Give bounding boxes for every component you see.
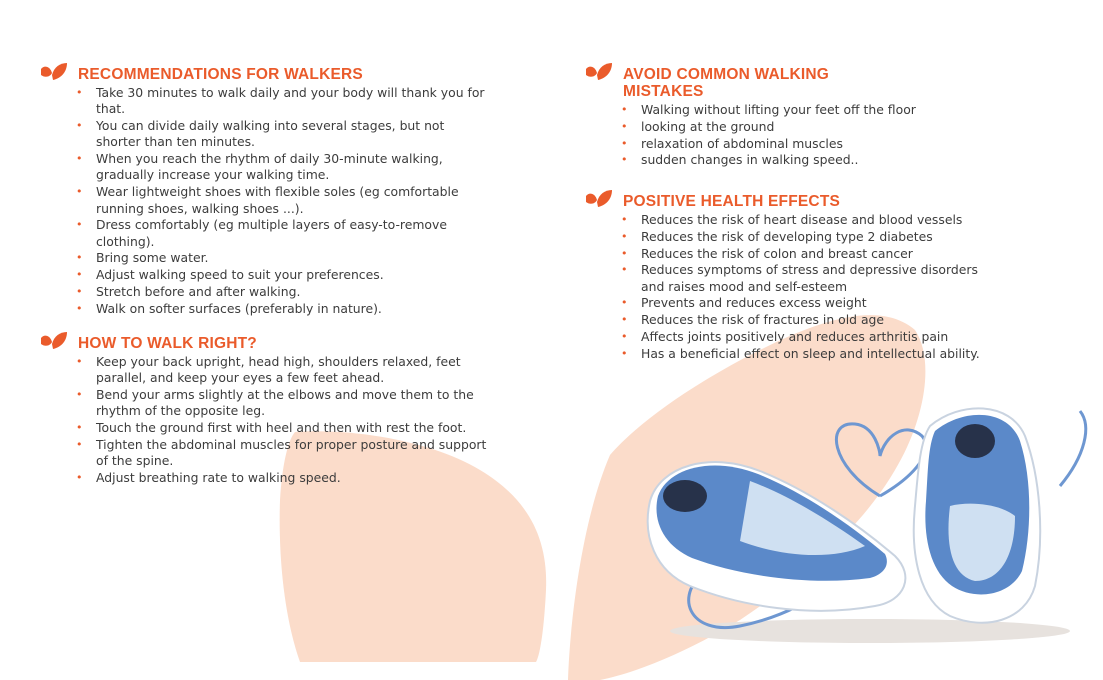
bullet-icon: •: [76, 119, 83, 133]
list-item: [621, 228, 1005, 245]
bullet-icon: •: [76, 388, 83, 402]
list-item: [76, 267, 490, 283]
list-item-text: looking at the ground: [641, 118, 775, 134]
list-item: [76, 387, 490, 420]
list-item: [76, 436, 490, 470]
health-effects-title: POSITIVE HEALTH EFFECTS: [623, 193, 841, 210]
list-item-text: relaxation of abdominal muscles: [641, 135, 843, 151]
list-item-text: Walking without lifting your feet off the floor: [641, 102, 916, 117]
walking-shoes-image: [630, 396, 1100, 646]
leaf-icon: [40, 331, 68, 351]
leaf-icon: [585, 189, 613, 209]
leaf-icon: [585, 62, 613, 82]
list-item-text: sudden changes in walking speed..: [641, 152, 859, 168]
bullet-icon: •: [621, 153, 628, 167]
recommendations-heading: [40, 66, 490, 83]
bullet-icon: •: [621, 263, 628, 277]
bullet-icon: •: [76, 86, 83, 99]
list-item-text: Dress comfortably (eg multiple layers of easy-to-remove clothing).: [96, 217, 447, 249]
list-item-text: Walk on softer surfaces (preferably in nature).: [96, 300, 382, 316]
list-item: [621, 329, 1005, 345]
list-item: [621, 135, 1005, 152]
list-item: [621, 212, 1005, 228]
list-item-text: Reduces symptoms of stress and depressive disorders and raises mood and self-esteem: [641, 262, 978, 294]
list-item: [76, 470, 490, 486]
bullet-icon: •: [76, 355, 83, 368]
list-item: [76, 420, 490, 436]
right-shoe: [914, 408, 1040, 622]
bullet-icon: •: [621, 229, 628, 243]
list-item: [76, 354, 490, 387]
list-item-text: You can divide daily walking into several stages, but not shorter than ten minutes.: [96, 118, 445, 150]
bullet-icon: •: [76, 185, 83, 199]
list-item: [76, 217, 490, 250]
list-item: [621, 118, 1005, 135]
health-effects-list: [585, 212, 1005, 362]
list-item-text: Bring some water.: [96, 250, 209, 266]
list-item: [621, 345, 1005, 362]
mistakes-title-line1: AVOID COMMON WALKING: [623, 66, 830, 83]
recommendations-title: RECOMMENDATIONS FOR WALKERS: [78, 66, 363, 83]
list-item-text: Has a beneficial effect on sleep and intellectual ability.: [641, 345, 980, 361]
list-item: [621, 295, 1005, 311]
list-item-text: Take 30 minutes to walk daily and your body will thank you for that.: [96, 85, 485, 117]
health-effects-section: [585, 193, 1005, 363]
list-item-text: Affects joints positively and reduces arthritis pain: [641, 329, 949, 345]
bullet-icon: •: [76, 218, 83, 232]
list-item-text: Prevents and reduces excess weight: [641, 295, 867, 311]
list-item: [76, 85, 490, 118]
bullet-icon: •: [621, 313, 628, 327]
bullet-icon: •: [76, 437, 83, 451]
health-effects-heading: [585, 193, 1005, 210]
recommendations-section: [40, 66, 490, 318]
list-item-text: Wear lightweight shoes with flexible soles (eg comfortable running shoes, walking shoes ...).: [96, 184, 459, 216]
mistakes-list: [585, 102, 1005, 169]
list-item-text: Tighten the abdominal muscles for proper posture and support of the spine.: [96, 436, 487, 469]
bullet-icon: •: [621, 103, 628, 116]
mistakes-heading: [585, 66, 1005, 100]
bullet-icon: •: [76, 471, 83, 485]
list-item: [621, 102, 1005, 118]
list-item: [76, 250, 490, 266]
heart-lace: [836, 424, 926, 496]
list-item-text: Adjust walking speed to suit your preferences.: [96, 267, 384, 283]
list-item-text: Reduces the risk of colon and breast cancer: [641, 245, 913, 261]
list-item-text: Keep your back upright, head high, shoulders relaxed, feet parallel, and keep your eyes a few feet ahead.: [96, 354, 461, 386]
bullet-icon: •: [76, 152, 83, 166]
how-to-walk-heading: [40, 335, 490, 352]
bullet-icon: •: [621, 346, 628, 360]
bullet-icon: •: [621, 296, 628, 310]
list-item-text: Adjust breathing rate to walking speed.: [96, 470, 341, 486]
bullet-icon: •: [621, 119, 628, 133]
list-item-text: When you reach the rhythm of daily 30-minute walking, gradually increase your walking time.: [96, 151, 443, 183]
list-item: [621, 245, 1005, 262]
list-item: [76, 284, 490, 300]
list-item: [621, 152, 1005, 168]
list-item-text: Touch the ground first with heel and then with rest the foot.: [96, 420, 467, 436]
bullet-icon: •: [76, 285, 83, 299]
mistakes-title-line2: MISTAKES: [623, 83, 704, 100]
bullet-icon: •: [621, 330, 628, 344]
how-to-walk-section: [40, 335, 490, 487]
list-item: [76, 300, 490, 317]
list-item: [621, 312, 1005, 328]
shoe-shadow: [670, 619, 1070, 643]
how-to-walk-list: [40, 354, 490, 486]
left-shoe: [648, 462, 906, 611]
list-item: [76, 151, 490, 184]
list-item-text: Reduces the risk of heart disease and blood vessels: [641, 212, 963, 227]
how-to-walk-title: HOW TO WALK RIGHT?: [78, 335, 257, 352]
list-item-text: Reduces the risk of developing type 2 diabetes: [641, 228, 933, 244]
mistakes-section: [585, 66, 1005, 169]
bullet-icon: •: [621, 213, 628, 226]
list-item: [621, 262, 1005, 295]
list-item-text: Bend your arms slightly at the elbows and move them to the rhythm of the opposite leg.: [96, 387, 474, 419]
list-item: [76, 184, 490, 217]
list-item: [76, 118, 490, 151]
leaf-icon: [40, 62, 68, 82]
bullet-icon: •: [76, 421, 83, 435]
bullet-icon: •: [621, 136, 628, 150]
loose-lace-right: [1060, 411, 1086, 486]
recommendations-list: [40, 85, 490, 317]
list-item-text: Reduces the risk of fractures in old age: [641, 312, 885, 328]
bullet-icon: •: [76, 301, 83, 315]
bullet-icon: •: [621, 246, 628, 260]
bullet-icon: •: [76, 251, 83, 265]
bullet-icon: •: [76, 268, 83, 282]
list-item-text: Stretch before and after walking.: [96, 284, 301, 300]
